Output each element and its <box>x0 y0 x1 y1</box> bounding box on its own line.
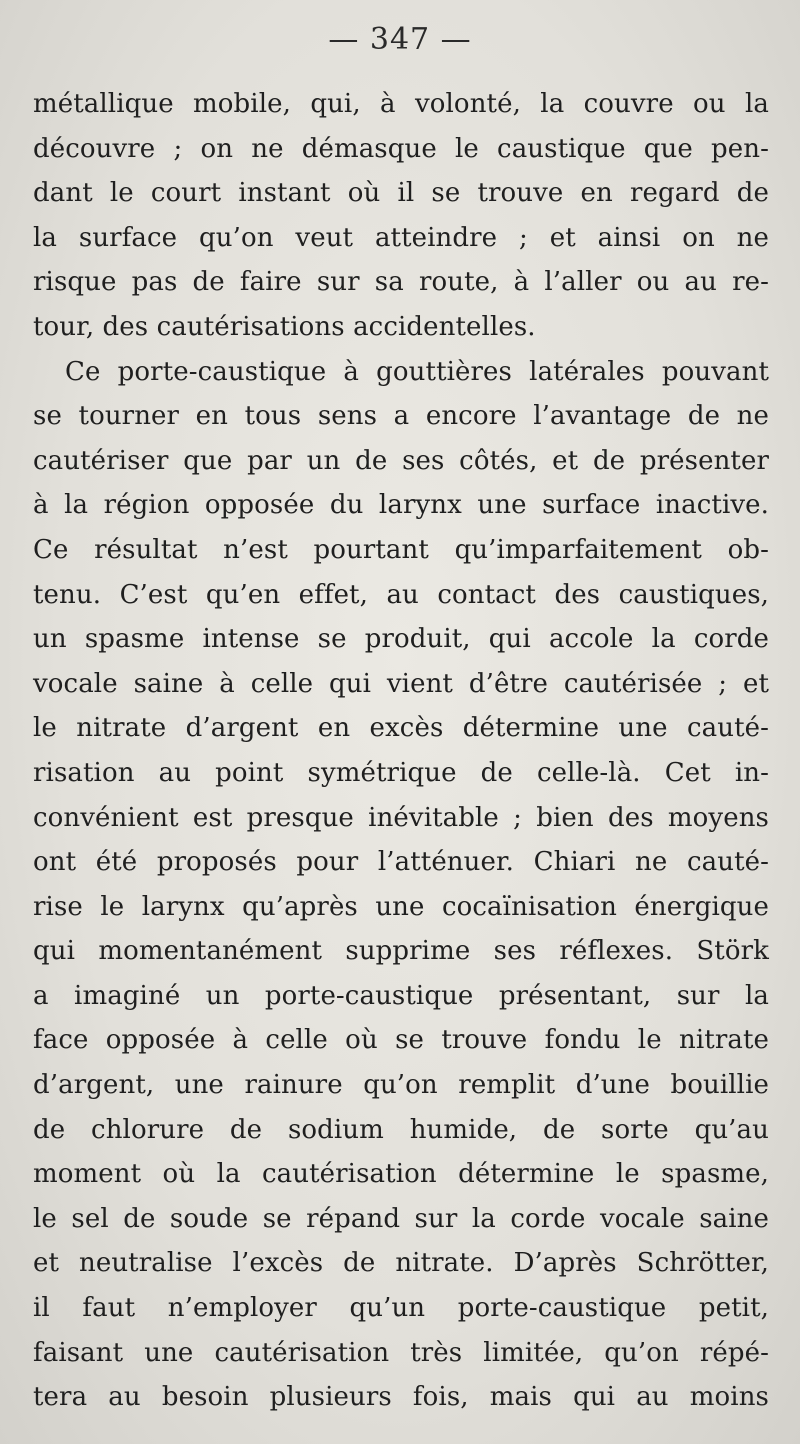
text-line: un spasme intense se produit, qui accole la corde <box>33 624 769 655</box>
text-line: risation au point symétrique de celle-là. Cet in- <box>33 757 769 788</box>
text-line: vocale saine à celle qui vient d’être cautérisée ; et <box>33 668 769 699</box>
paragraph-start-line: Ce porte-caustique à gouttières latérales pouvant <box>65 356 769 387</box>
text-line: rise le larynx qu’après une cocaïnisation énergique <box>33 891 769 922</box>
text-line: la surface qu’on veut atteindre ; et ainsi on ne <box>33 222 769 253</box>
text-line: se tourner en tous sens a encore l’avantage de ne <box>33 401 769 432</box>
page-number: — 347 — <box>328 22 472 57</box>
text-line: convénient est presque inévitable ; bien des moyens <box>33 802 769 833</box>
text-line: dant le court instant où il se trouve en regard de <box>33 178 769 209</box>
text-line: qui momentanément supprime ses réflexes. Störk <box>33 936 769 967</box>
text-line: le nitrate d’argent en excès détermine une cauté- <box>33 713 769 744</box>
text-line: cautériser que par un de ses côtés, et de présenter <box>33 445 769 476</box>
text-line: risque pas de faire sur sa route, à l’aller ou au re- <box>33 267 769 298</box>
text-line: a imaginé un porte-caustique présentant, sur la <box>33 980 769 1011</box>
body-text <box>33 82 769 1420</box>
text-line: et neutralise l’excès de nitrate. D’après Schrötter, <box>33 1248 769 1279</box>
text-line: le sel de soude se répand sur la corde vocale saine <box>33 1203 769 1234</box>
text-line: ont été proposés pour l’atténuer. Chiari ne cauté- <box>33 847 769 878</box>
text-line: faisant une cautérisation très limitée, qu’on répé- <box>33 1337 769 1368</box>
text-line: face opposée à celle où se trouve fondu le nitrate <box>33 1025 769 1056</box>
text-line: tera au besoin plusieurs fois, mais qui au moins <box>33 1382 769 1413</box>
text-line: tenu. C’est qu’en effet, au contact des caustiques, <box>33 579 769 610</box>
text-line: découvre ; on ne démasque le caustique que pen- <box>33 133 769 164</box>
text-line: tour, des cautérisations accidentelles. <box>33 311 536 342</box>
text-line: il faut n’employer qu’un porte-caustique petit, <box>33 1293 769 1324</box>
text-line: Ce résultat n’est pourtant qu’imparfaitement ob- <box>33 534 769 565</box>
text-line: d’argent, une rainure qu’on remplit d’une bouillie <box>33 1070 769 1101</box>
text-line: de chlorure de sodium humide, de sorte qu’au <box>33 1114 769 1145</box>
text-line: métallique mobile, qui, à volonté, la couvre ou la <box>33 89 769 119</box>
text-line: à la région opposée du larynx une surface inactive. <box>33 490 769 521</box>
text-line: moment où la cautérisation détermine le spasme, <box>33 1159 769 1190</box>
